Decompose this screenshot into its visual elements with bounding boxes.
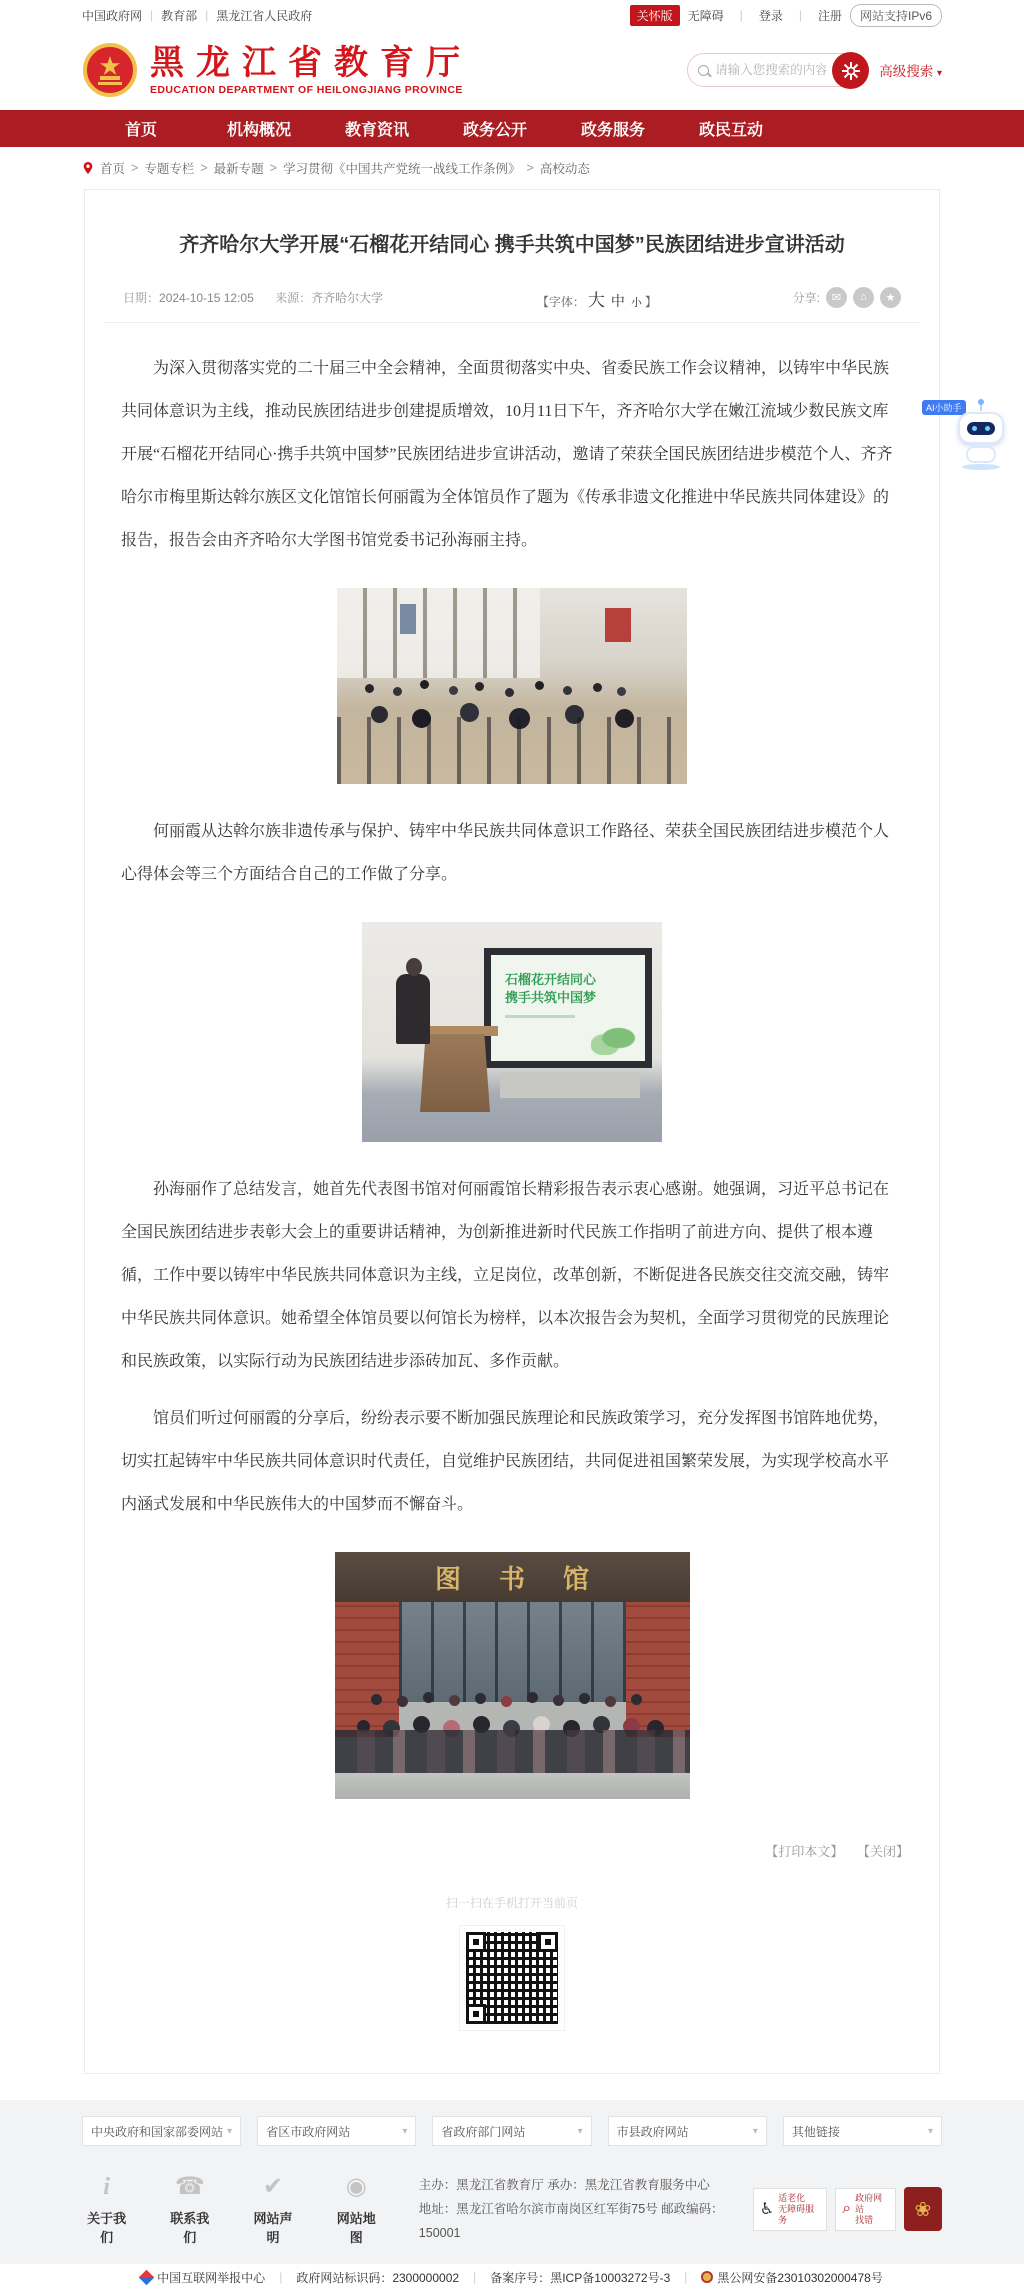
select-province-dept-sites[interactable]: 省政府部门网站 ▾: [432, 2116, 591, 2146]
crumb-campus[interactable]: 高校动态: [539, 162, 590, 176]
register-link[interactable]: 注册: [817, 8, 842, 23]
report-center-icon: [139, 2269, 155, 2285]
crumb-home[interactable]: 首页: [100, 162, 126, 176]
qr-hint-text: 扫一扫在手机打开当前页: [445, 1896, 578, 1910]
paragraph-1: 为深入贯彻落实党的二十届三中全会精神，全面贯彻落实中央、省委民族工作会议精神，以铸牢中华民族共同体意识为主线，推动民族团结进步创建提质增效，10月11日下午，齐齐哈尔大学在嫩江流域少数民族文库开展“石榴花开结同心·携手共筑中国梦”民族团结进步宣讲活动，邀请了荣获全国民族团结进步模范个人、齐齐哈尔市梅里斯达斡尔族区文化馆馆长何丽霞为全体馆员作了题为《传承非遗文化推进中华民族共同体建设》的报告，报告会由齐齐哈尔大学图书馆党委书记孙海丽主持。: [121, 360, 893, 549]
chevron-down-icon: ▾: [752, 2125, 758, 2137]
font-small-button[interactable]: 小: [630, 297, 642, 309]
robot-mascot-icon: [954, 408, 1010, 470]
search-icon: [698, 65, 709, 76]
source-label: 来源：: [275, 290, 312, 305]
footer-link-selects: [82, 2116, 942, 2146]
share-qzone-icon[interactable]: ⌂: [853, 287, 874, 308]
site-header: [0, 30, 1024, 110]
check-shield-icon: ✔: [262, 2173, 284, 2200]
national-emblem-logo: [82, 42, 138, 98]
paragraph-2: 何丽霞从达斡尔族非遗传承与保护、铸牢中华民族共同体意识工作路径、荣获全国民族团结进步模范个人心得体会等三个方面结合自己的工作做了分享。: [121, 823, 890, 883]
slide-title-line1: 石榴花开结同心: [505, 972, 597, 987]
site-error-report-badge[interactable]: ⌕ 政府网站 找错: [835, 2188, 896, 2231]
site-title-en: EDUCATION DEPARTMENT OF HEILONGJIANG PROVINCE: [150, 83, 463, 96]
crumb-special[interactable]: 学习贯彻《中国共产党统一战线工作条例》: [282, 162, 521, 176]
main-nav: [0, 110, 1024, 147]
accessibility-service-badge[interactable]: ♿ 适老化 无障碍服务: [753, 2188, 827, 2231]
ai-assistant-label: AI小助手: [922, 400, 966, 415]
article-image-group-photo: [335, 1552, 690, 1799]
paragraph-4: 馆员们听过何丽霞的分享后，纷纷表示要不断加强民族理论和民族政策学习，充分发挥图书馆阵地优势，切实扛起铸牢中华民族共同体意识时代责任，自觉维护民族团结，共同促进祖国繁荣发展，为实现学校高水平内涵式发展和中华民族伟大的中国梦而不懈奋斗。: [121, 1410, 890, 1513]
government-agency-badge[interactable]: [904, 2187, 942, 2231]
emblem-icon: ❀: [914, 2198, 932, 2221]
chevron-down-icon: ▾: [402, 2125, 408, 2137]
internet-report-center-link[interactable]: 中国互联网举报中心: [141, 2269, 265, 2286]
location-pin-icon: [82, 162, 94, 174]
topbar-link-hlj-gov[interactable]: 黑龙江省人民政府: [216, 8, 313, 23]
presentation-screen: [484, 948, 652, 1068]
emblem-flower-icon: [840, 60, 862, 82]
icp-record-link[interactable]: 备案序号：黑ICP备10003272号-3: [490, 2270, 671, 2285]
search-input[interactable]: [715, 63, 826, 77]
group-row-back: [371, 1694, 382, 1705]
sitemap-link[interactable]: ◉ 网站地图: [332, 2172, 381, 2246]
speaker-silhouette: [396, 974, 430, 1044]
nav-edu-news[interactable]: 教育资讯: [344, 122, 409, 139]
qr-code: [459, 1925, 565, 2031]
separator: |: [739, 8, 743, 22]
glass-doors: [399, 1602, 626, 1702]
chevron-down-icon: ▾: [927, 2125, 934, 2137]
podium: [420, 1034, 490, 1112]
contact-us-link[interactable]: ☎ 联系我们: [165, 2172, 214, 2246]
nav-home[interactable]: 首页: [124, 122, 157, 139]
topbar-link-gov[interactable]: 中国政府网: [82, 8, 143, 23]
slide-title-line2: 携手共筑中国梦: [505, 990, 597, 1005]
site-statement-link[interactable]: ✔ 网站声明: [248, 2172, 297, 2246]
bottom-bar: 中国互联网举报中心 | 政府网站标识码：2300000002 | 备案序号：黑ICP备10003272号-3 | 黑公网安备23010302000478号: [0, 2264, 1024, 2290]
article-date: 2024-10-15 12:05: [159, 290, 254, 305]
nav-gov-open[interactable]: 政务公开: [462, 122, 527, 139]
share-label: 分享:: [792, 290, 820, 305]
search-box: [687, 53, 867, 87]
map-pin-icon: ◉: [345, 2173, 367, 2200]
chevron-down-icon: ▾: [227, 2125, 233, 2137]
nav-interaction[interactable]: 政民互动: [698, 122, 763, 139]
separator: |: [205, 8, 209, 22]
host-line: 主办：黑龙江省教育厅 承办：黑龙江省教育服务中心: [418, 2178, 710, 2192]
window-wall: [337, 588, 540, 678]
font-medium-button[interactable]: 中: [610, 293, 625, 309]
phone-icon: ☎: [174, 2173, 205, 2200]
font-large-button[interactable]: 大: [587, 291, 605, 310]
host-info: [419, 2173, 753, 2245]
breadcrumb: 首页 > 专题专栏 > 最新专题 > 学习贯彻《中国共产党统一战线工作条例》 > 高校动态: [0, 147, 1024, 187]
library-sign: 图书馆: [335, 1552, 690, 1602]
police-record-link[interactable]: 黑公网安备23010302000478号: [701, 2269, 882, 2286]
nav-gov-service[interactable]: 政务服务: [580, 122, 645, 139]
footer: [0, 2100, 1024, 2264]
share-wechat-icon[interactable]: ✉: [826, 287, 847, 308]
police-badge-icon: [701, 2271, 713, 2283]
article-image-presentation: [362, 922, 662, 1142]
site-code-text: 政府网站标识码：2300000002: [296, 2270, 460, 2285]
article-meta: [123, 286, 901, 308]
article-source: 齐齐哈尔大学: [311, 290, 384, 305]
font-size-control: 【字体： 大 中 小 】: [536, 291, 657, 310]
magnifier-icon: ⌕: [842, 2200, 852, 2217]
article-card: [84, 189, 940, 2074]
close-button[interactable]: 【关闭】: [856, 1844, 909, 1859]
login-link[interactable]: 登录: [758, 8, 783, 23]
advanced-search-link[interactable]: 高级搜索 ▾: [879, 64, 942, 79]
qr-section: [85, 1894, 939, 2031]
select-province-gov-sites[interactable]: 省区市政府网站 ▾: [257, 2116, 416, 2146]
crumb-latest[interactable]: 最新专题: [213, 162, 264, 176]
date-label: 日期：: [123, 290, 160, 305]
site-title: 黑龙江省教育厅: [150, 43, 472, 82]
share-weibo-icon[interactable]: ★: [880, 287, 901, 308]
nav-overview[interactable]: 机构概况: [226, 122, 291, 139]
topbar-link-moe[interactable]: 教育部: [161, 8, 198, 23]
audience-crowd: [365, 684, 374, 693]
care-version-button[interactable]: 关怀版: [630, 5, 680, 26]
separator: |: [798, 8, 802, 22]
leaf-graphic: [591, 1021, 637, 1055]
address-line: 地址：黑龙江省哈尔滨市南岗区红军街75号 邮政编码：150001: [418, 2202, 724, 2240]
select-city-gov-sites[interactable]: 市县政府网站 ▾: [608, 2116, 767, 2146]
article-image-meeting-room: [337, 588, 687, 784]
info-icon: i: [103, 2174, 110, 2200]
wheelchair-icon: ♿: [759, 2201, 775, 2218]
about-us-link[interactable]: i 关于我们: [82, 2172, 131, 2246]
paragraph-3: 孙海丽作了总结发言，她首先代表图书馆对何丽霞馆长精彩报告表示衷心感谢。她强调，习近平总书记在全国民族团结进步表彰大会上的重要讲话精神，为创新推进新时代民族工作指明了前进方向、提供了根本遵循，工作中要以铸牢中华民族共同体意识为主线，立足岗位，改革创新，不断促进各民族交往交流交融，铸牢中华民族共同体意识。她希望全体馆员要以何馆长为榜样，以本次报告会为契机，全面学习贯彻党的民族理论和民族政策，以实际行动为民族团结进步添砖加瓦、多作贡献。: [121, 1181, 890, 1370]
chevron-down-icon: ▾: [577, 2125, 583, 2137]
print-button[interactable]: 【打印本文】: [765, 1844, 844, 1859]
article-title: 齐齐哈尔大学开展“石榴花开结同心 携手共筑中国梦”民族团结进步宣讲活动: [179, 234, 845, 256]
ai-assistant-widget[interactable]: [926, 398, 1014, 474]
ipv6-badge[interactable]: 网站支持IPv6: [850, 4, 942, 27]
accessibility-link[interactable]: 无障碍: [687, 8, 724, 23]
separator: |: [150, 8, 154, 22]
select-other-links[interactable]: 其他链接 ▾: [783, 2116, 942, 2146]
article-body: [85, 323, 939, 1799]
crumb-topics[interactable]: 专题专栏: [144, 162, 195, 176]
top-utility-bar: [0, 0, 1024, 30]
search-submit-button[interactable]: [832, 52, 869, 89]
select-central-gov-sites[interactable]: 中央政府和国家部委网站 ▾: [82, 2116, 241, 2146]
